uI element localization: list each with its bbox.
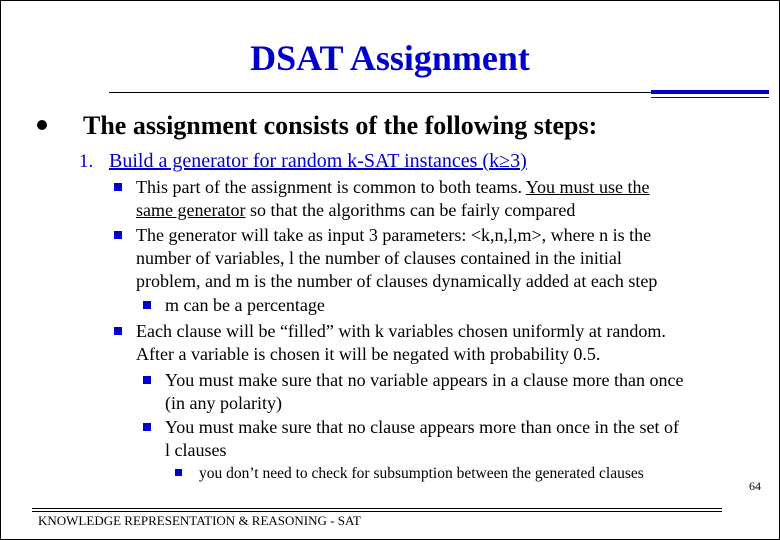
sub-bullet-text: You must make sure that no clause appears more than once in the set of bbox=[165, 417, 680, 437]
bullet-text-underlined: You must use the bbox=[525, 177, 650, 197]
square-bullet-icon bbox=[114, 231, 122, 239]
bullet-text: The generator will take as input 3 parameters: <k,n,l,m>, where n is the bbox=[136, 225, 652, 245]
square-bullet-icon bbox=[143, 376, 151, 384]
bullet-text: number of variables, l the number of clauses contained in the initial bbox=[136, 248, 622, 268]
title-accent-bar bbox=[651, 90, 769, 94]
bullet-text: Each clause will be “filled” with k variables chosen uniformly at random. bbox=[136, 321, 666, 341]
bullet-text: problem, and m is the number of clauses dynamically added at each step bbox=[136, 271, 658, 291]
bullet-text-part: so that the algorithms can be fairly compared bbox=[245, 200, 576, 220]
page-number: 64 bbox=[749, 479, 761, 493]
square-bullet-icon bbox=[175, 469, 182, 476]
bullet-text-underlined: same generator bbox=[136, 200, 246, 220]
title-accent-line bbox=[651, 97, 769, 98]
bullet-text-part: This part of the assignment is common to both teams. bbox=[136, 177, 526, 197]
bullet-dot-icon bbox=[37, 120, 47, 130]
bullet-text: After a variable is chosen it will be negated with probability 0.5. bbox=[136, 344, 601, 364]
sub-sub-bullet-text: you don’t need to check for subsumption between the generated clauses bbox=[199, 465, 644, 482]
sub-bullet-text: You must make sure that no variable appears in a clause more than once bbox=[165, 370, 684, 390]
sub-bullet-text: l clauses bbox=[165, 440, 227, 460]
square-bullet-icon bbox=[143, 301, 151, 309]
sub-bullet-text: m can be a percentage bbox=[165, 295, 325, 315]
square-bullet-icon bbox=[114, 183, 122, 191]
main-heading: The assignment consists of the following steps: bbox=[83, 111, 598, 140]
step-text: Build a generator for random k-SAT instances (k≥3) bbox=[109, 150, 527, 172]
slide-title: DSAT Assignment bbox=[250, 38, 530, 78]
step-number: 1. bbox=[79, 151, 94, 172]
footer-text: KNOWLEDGE REPRESENTATION & REASONING - SAT bbox=[38, 513, 361, 528]
title-underline bbox=[109, 92, 651, 93]
bullet-text bbox=[136, 175, 649, 199]
footer-rule bbox=[32, 511, 722, 512]
square-bullet-icon bbox=[114, 327, 122, 335]
square-bullet-icon bbox=[143, 423, 151, 431]
sub-bullet-text: (in any polarity) bbox=[165, 393, 282, 413]
bullet-text bbox=[136, 198, 575, 222]
footer-rule bbox=[32, 508, 722, 509]
